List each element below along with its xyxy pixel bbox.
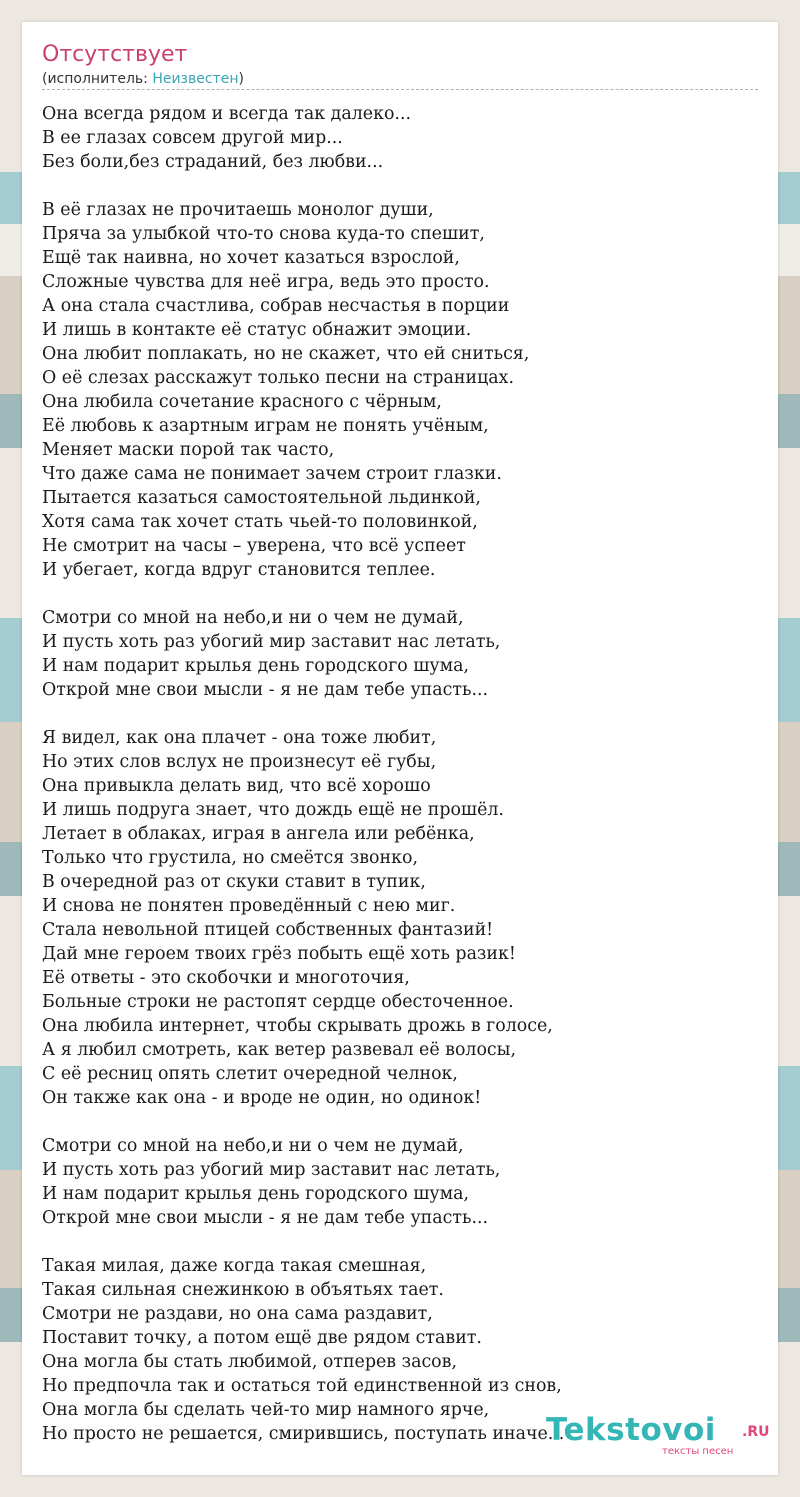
song-lyrics: Она всегда рядом и всегда так далеко... В ее глазах совсем другой мир... Без боли,без страданий, без любви... В её глазах не прочитаешь монолог души, Пряча за улыбкой что-то снова куда-то спешит, Ещё так наивна, но хочет казаться взрослой, Сложные чувства для неё игра, ведь это просто. А она стала счастлива, собрав несчастья в порции И лишь в контакте её статус обнажит эмоции. Она любит поплакать, но не скажет, что ей сниться, О её слезах расскажут только песни на страницах. Она любила сочетание красного с чёрным, Её любовь к азартным играм не понять учёным, Меняет маски порой так часто, Что даже сама не понимает зачем строит глазки. Пытается казаться самостоятельной льдинкой, Хотя сама так хочет стать чьей-то половинкой, Не смотрит на часы – уверена, что всё успеет И убегает, когда вдруг становится теплее. Смотри со мной на небо,и ни о чем не думай, И пусть хоть раз убогий мир заставит нас летать, И нам подарит крылья день городского шума, Открой мне свои мысли - я не дам тебе упасть... Я видел, как она плачет - она тоже любит, Но этих слов вслух не произнесут её губы, Она привыкла делать вид, что всё хорошо И лишь подруга знает, что дождь ещё не прошёл. Летает в облаках, играя в ангела или ребёнка, Только что грустила, но смеётся звонко, В очередной раз от скуки ставит в тупик, И снова не понятен проведённый с нею миг. Стала невольной птицей собственных фантазий! Дай мне героем твоих грёз побыть ещё хоть разик! Её ответы - это скобочки и многоточия, Больные строки не растопят сердце обесточенное. Она любила интернет, чтобы скрывать дрожь в голосе, А я любил смотреть, как ветер развевал её волосы, С её ресниц опять слетит очередной челнок, Он также как она - и вроде не один, но одинок! Смотри со мной на небо,и ни о чем не думай, И пусть хоть раз убогий мир заставит нас летать, И нам подарит крылья день городского шума, Открой мне свои мысли - я не дам тебе упасть... Такая милая, даже когда такая смешная, Такая сильная снежинкою в объятьях тает. Смотри не раздави, но она сама раздавит, Поставит точку, а потом ещё две рядом ставит. Она могла бы стать любимой, отперев засов, Но предпочла так и остаться той единственной из снов, Она могла бы сделать чей-то мир намного ярче, Но просто не решается, смирившись, поступать иначе...	[42, 104, 565, 1444]
title-divider	[42, 89, 758, 90]
lyrics-card	[22, 22, 778, 1475]
logo-tld: .RU	[742, 1424, 770, 1440]
song-title: Отсутствует	[42, 42, 188, 67]
artist-link[interactable]: Неизвестен	[152, 71, 239, 87]
artist-suffix: )	[238, 71, 244, 87]
artist-prefix: (исполнитель:	[42, 71, 153, 87]
logo-wordmark: Tekstovoi	[546, 1412, 716, 1448]
site-logo[interactable]	[546, 1412, 770, 1457]
artist-line	[42, 70, 244, 88]
logo-tagline: тексты песен	[662, 1446, 734, 1457]
